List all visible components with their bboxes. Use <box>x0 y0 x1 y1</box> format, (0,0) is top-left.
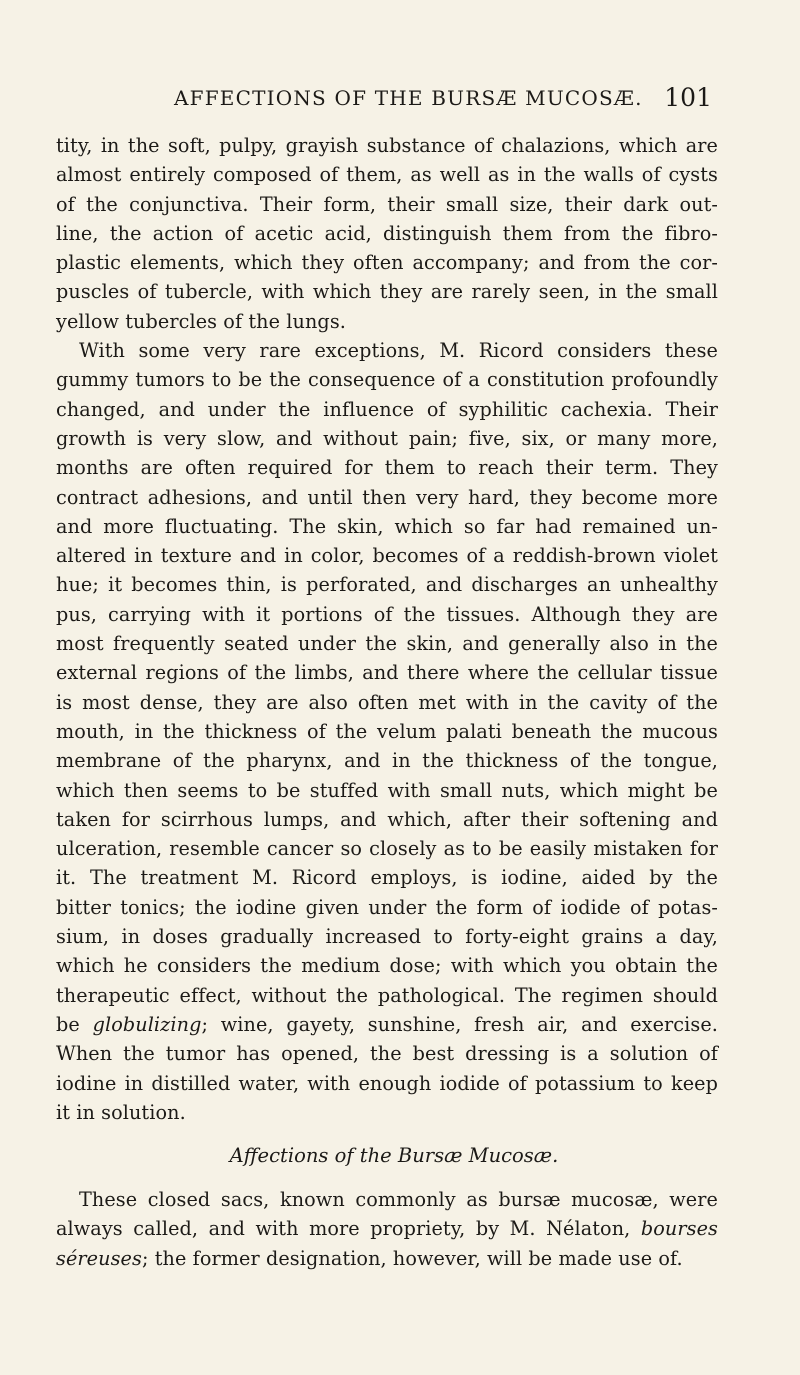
text-line: gummy tumors to be the consequence of a constitution profoundly <box>56 368 718 392</box>
text-line: mouth, in the thickness of the velum palati beneath the mucous <box>56 719 718 743</box>
text-line: it in solution. <box>56 1100 186 1124</box>
text-line: of the conjunctiva. Their form, their small size, their dark out- <box>56 192 718 216</box>
text-line: be globulizing; wine, gayety, sunshine, fresh air, and exercise. <box>56 1012 718 1036</box>
section-heading: Affections of the Bursæ Mucosæ. <box>229 1144 559 1168</box>
text-line: altered in texture and in color, becomes of a reddish-brown violet <box>56 544 718 568</box>
text-line: is most dense, they are also often met with in the cavity of the <box>56 690 718 714</box>
text-line: yellow tubercles of the lungs. <box>56 309 346 333</box>
text-line: line, the action of acetic acid, distinguish them from the fibro- <box>56 221 718 245</box>
text-line: always called, and with more propriety, by M. Nélaton, bourses <box>56 1217 718 1241</box>
text-line: When the tumor has opened, the best dressing is a solution of <box>56 1042 718 1066</box>
text-line: hue; it becomes thin, is perforated, and discharges an unhealthy <box>56 573 718 597</box>
text-line: ulceration, resemble cancer so closely as to be easily mistaken for <box>56 837 718 861</box>
running-head-title: AFFECTIONS OF THE BURSÆ MUCOSÆ. <box>174 86 643 110</box>
text-line: These closed sacs, known commonly as bursæ mucosæ, were <box>79 1188 718 1212</box>
text-line: iodine in distilled water, with enough iodide of potassium to keep <box>56 1071 718 1095</box>
running-head <box>174 83 712 116</box>
text-line: pus, carrying with it portions of the tissues. Although they are <box>56 602 718 626</box>
text-line: taken for scirrhous lumps, and which, after their softening and <box>56 807 718 831</box>
text-line: membrane of the pharynx, and in the thickness of the tongue, <box>56 749 718 773</box>
text-line: months are often required for them to reach their term. They <box>56 456 718 480</box>
text-line: therapeutic effect, without the pathological. The regimen should <box>56 983 718 1007</box>
text-line: which he considers the medium dose; with which you obtain the <box>56 954 718 978</box>
text-line: it. The treatment M. Ricord employs, is iodine, aided by the <box>56 866 718 890</box>
text-line: changed, and under the influence of syphilitic cachexia. Their <box>56 397 718 421</box>
text-line: puscles of tubercle, with which they are rarely seen, in the small <box>56 280 718 304</box>
text-line: which then seems to be stuffed with small nuts, which might be <box>56 778 718 802</box>
text-line: contract adhesions, and until then very hard, they become more <box>56 485 718 509</box>
text-line: With some very rare exceptions, M. Ricord considers these <box>79 339 718 363</box>
page-number: 101 <box>664 83 712 112</box>
body-text <box>56 131 718 1273</box>
text-line: séreuses; the former designation, however, will be made use of. <box>56 1246 683 1270</box>
text-line: external regions of the limbs, and there where the cellular tissue <box>56 661 718 685</box>
text-line: and more fluctuating. The skin, which so far had remained un- <box>56 514 718 538</box>
text-line: most frequently seated under the skin, and generally also in the <box>56 632 718 656</box>
text-line: almost entirely composed of them, as well as in the walls of cysts <box>56 163 718 187</box>
text-line: bitter tonics; the iodine given under the form of iodide of potas- <box>56 895 718 919</box>
text-line: plastic elements, which they often accompany; and from the cor- <box>56 251 718 275</box>
text-line: tity, in the soft, pulpy, grayish substance of chalazions, which are <box>56 134 718 157</box>
text-line: growth is very slow, and without pain; five, six, or many more, <box>56 426 718 450</box>
text-line: sium, in doses gradually increased to forty-eight grains a day, <box>56 925 718 949</box>
